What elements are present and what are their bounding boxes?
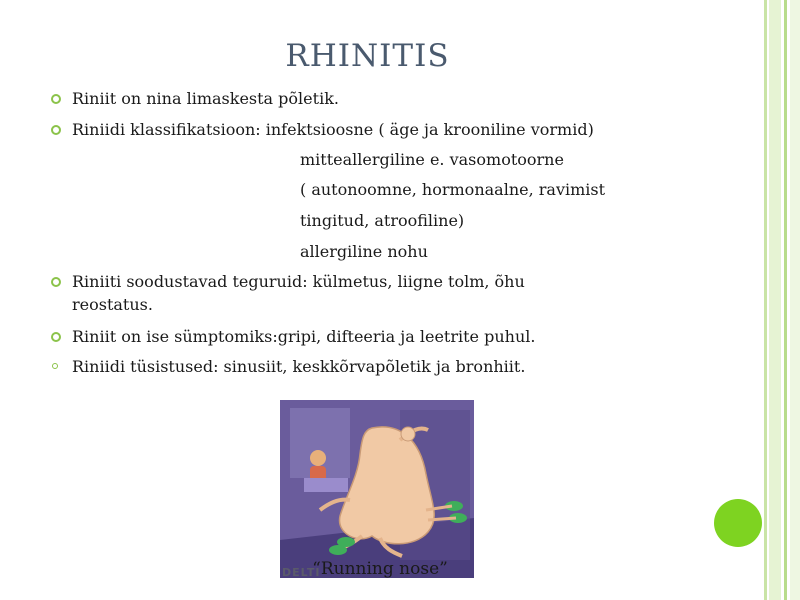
sub-bullet-icon [52,363,58,369]
list-item: Riniit on ise sümptomiks:gripi, difteeria ja leetrite puhul. [72,327,536,346]
list-item: Riniidi tüsistused: sinusiit, keskkõrvapõletik ja bronhiit. [72,357,526,376]
list-item-continuation: reostatus. [72,295,153,314]
list-item: Riniit on nina limaskesta põletik. [72,89,339,108]
image-caption: “Running nose” [312,559,448,579]
bullet-icon [51,332,61,342]
bullet-icon [51,277,61,287]
slide-title: RHINITIS [285,38,450,74]
decor-stripe [764,0,767,600]
bullet-icon [51,94,61,104]
list-item: Riniiti soodustavad teguruid: külmetus, liigne tolm, õhu [72,272,525,291]
decor-stripe [790,0,800,600]
list-item-continuation: allergiline nohu [300,242,428,261]
list-item: Riniidi klassifikatsioon: infektsioosne ( äge ja krooniline vormid) [72,120,594,139]
decor-circle [714,499,762,547]
list-item-continuation: mitteallergiline e. vasomotoorne [300,150,564,169]
list-item-continuation: tingitud, atroofiline) [300,211,465,230]
image-watermark: DELTI [282,566,321,579]
running-nose-illustration [280,400,474,578]
bullet-icon [51,125,61,135]
cartoon-nose-image [280,400,474,578]
decor-stripe [784,0,787,600]
list-item-continuation: ( autonoomne, hormonaalne, ravimist [300,180,606,199]
decor-stripe [769,0,781,600]
